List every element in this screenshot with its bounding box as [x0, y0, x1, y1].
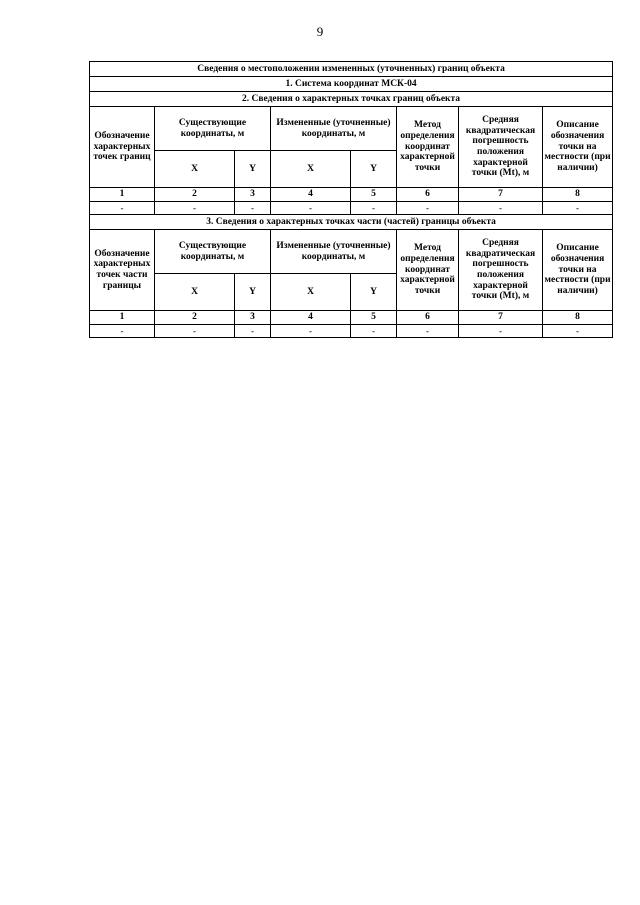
section2-col-error: Средняя квадратическая погрешность положения характерной точки (Mt), м	[459, 107, 543, 188]
table-cell: -	[351, 325, 397, 338]
section2-title: 2. Сведения о характерных точках границ объекта	[90, 92, 613, 107]
column-number: 1	[90, 311, 155, 325]
table-cell: -	[155, 325, 235, 338]
section2-col-existing-x: X	[155, 151, 235, 188]
section3-col-designation: Обозначение характерных точек части границы	[90, 230, 155, 311]
column-number: 5	[351, 188, 397, 202]
column-number: 8	[543, 311, 613, 325]
column-number: 2	[155, 311, 235, 325]
section1-title: 1. Система координат МСК-04	[90, 77, 613, 92]
section3-col-changed: Измененные (уточненные) координаты, м	[271, 230, 397, 274]
table-cell: -	[397, 202, 459, 215]
table-cell: -	[543, 202, 613, 215]
section2-data-row	[90, 202, 613, 215]
table-cell: -	[90, 202, 155, 215]
table-cell: -	[155, 202, 235, 215]
section2-col-changed: Измененные (уточненные) координаты, м	[271, 107, 397, 151]
table-cell: -	[459, 202, 543, 215]
section2-col-method: Метод определения координат характерной точки	[397, 107, 459, 188]
column-number: 6	[397, 311, 459, 325]
section3-number-row	[90, 311, 613, 325]
table-cell: -	[459, 325, 543, 338]
section2-col-existing-y: Y	[235, 151, 271, 188]
section2-col-changed-y: Y	[351, 151, 397, 188]
page-number: 9	[316, 24, 324, 39]
column-number: 5	[351, 311, 397, 325]
column-number: 7	[459, 311, 543, 325]
boundary-table	[89, 61, 613, 338]
column-number: 1	[90, 188, 155, 202]
section2-col-designation: Обозначение характерных точек границ	[90, 107, 155, 188]
column-number: 2	[155, 188, 235, 202]
section3-data-row	[90, 325, 613, 338]
table-cell: -	[271, 325, 351, 338]
column-number: 7	[459, 188, 543, 202]
section3-col-description: Описание обозначения точки на местности (при наличии)	[543, 230, 613, 311]
table-cell: -	[90, 325, 155, 338]
column-number: 8	[543, 188, 613, 202]
section3-col-existing-x: X	[155, 274, 235, 311]
section2-col-changed-x: X	[271, 151, 351, 188]
section3-col-method: Метод определения координат характерной точки	[397, 230, 459, 311]
table-cell: -	[351, 202, 397, 215]
section3-col-changed-x: X	[271, 274, 351, 311]
table-cell: -	[397, 325, 459, 338]
column-number: 3	[235, 188, 271, 202]
section2-number-row	[90, 188, 613, 202]
table-cell: -	[543, 325, 613, 338]
section2-col-existing: Существующие координаты, м	[155, 107, 271, 151]
table-cell: -	[235, 202, 271, 215]
section3-col-changed-y: Y	[351, 274, 397, 311]
column-number: 4	[271, 311, 351, 325]
section3-col-error: Средняя квадратическая погрешность положения характерной точки (Mt), м	[459, 230, 543, 311]
column-number: 6	[397, 188, 459, 202]
table-main-title: Сведения о местоположении измененных (уточненных) границ объекта	[90, 62, 613, 77]
section3-title: 3. Сведения о характерных точках части (частей) границы объекта	[90, 215, 613, 230]
column-number: 4	[271, 188, 351, 202]
section3-col-existing: Существующие координаты, м	[155, 230, 271, 274]
table-cell: -	[235, 325, 271, 338]
section2-col-description: Описание обозначения точки на местности (при наличии)	[543, 107, 613, 188]
column-number: 3	[235, 311, 271, 325]
section3-col-existing-y: Y	[235, 274, 271, 311]
table-cell: -	[271, 202, 351, 215]
